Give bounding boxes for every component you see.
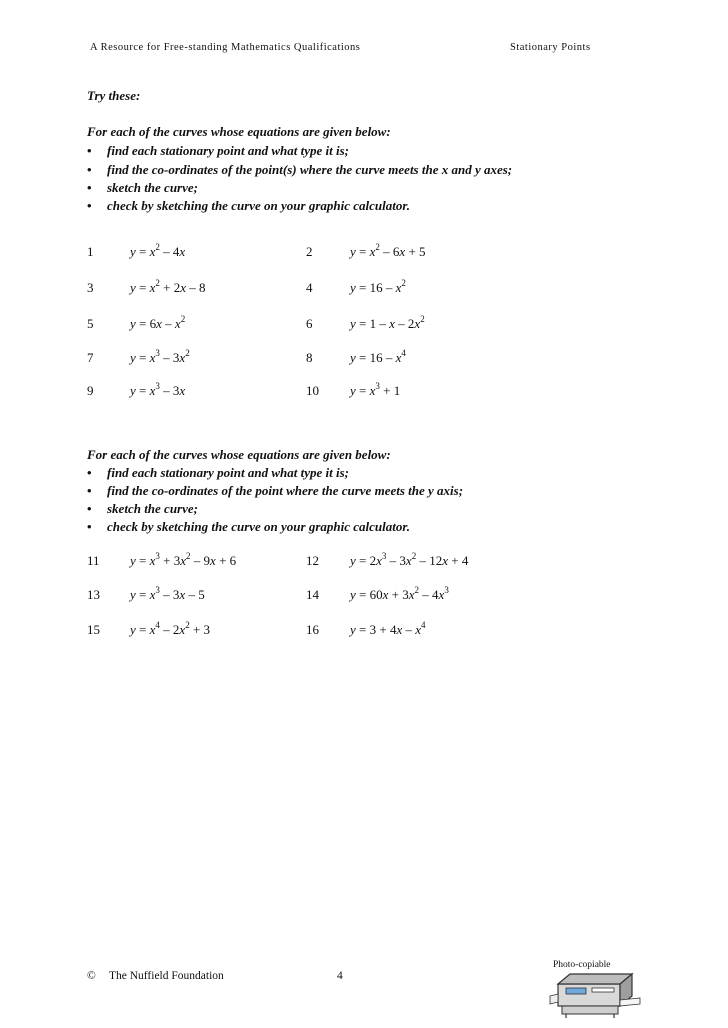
page-number: 4	[337, 970, 343, 982]
exercise-number: 2	[306, 244, 313, 259]
exercise-number: 4	[306, 280, 313, 295]
bullet-icon: •	[87, 501, 92, 516]
bullet-icon: •	[87, 483, 92, 498]
exercise-number: 1	[87, 244, 94, 259]
try-these-heading: Try these:	[87, 88, 141, 103]
exercise-equation: $y = 16 - x^4$	[350, 348, 406, 365]
section1-bullet: • sketch the curve;	[87, 180, 198, 195]
section1-intro: For each of the curves whose equations are given below:	[87, 124, 391, 139]
exercise-equation: $y = x^3 + 1$	[350, 381, 401, 398]
exercise-equation: $y = x^3 - 3x^2$	[130, 348, 190, 365]
exercise-number: 3	[87, 280, 94, 295]
copyright-symbol: ©	[87, 970, 96, 982]
section2-bullet: • find each stationary point and what type it is;	[87, 465, 349, 480]
exercise-number: 15	[87, 622, 100, 637]
bullet-icon: •	[87, 180, 92, 195]
photocopier-icon	[548, 970, 644, 1020]
exercise-number: 10	[306, 383, 319, 398]
section2-bullet: • check by sketching the curve on your graphic calculator.	[87, 519, 410, 534]
exercise-number: 16	[306, 622, 319, 637]
exercise-equation: $y = x^2 - 4x$	[130, 242, 186, 259]
photocopiable-label: Photo-copiable	[553, 960, 611, 970]
exercise-number: 13	[87, 587, 100, 602]
exercise-number: 9	[87, 383, 94, 398]
header-title: A Resource for Free-standing Mathematics Qualifications	[90, 42, 361, 53]
bullet-icon: •	[87, 143, 92, 158]
bullet-icon: •	[87, 198, 92, 213]
exercise-number: 5	[87, 316, 94, 331]
exercise-number: 6	[306, 316, 313, 331]
exercise-equation: $y = x^2 - 6x + 5$	[350, 242, 426, 259]
section2-bullet: • find the co-ordinates of the point where the curve meets the y axis;	[87, 483, 464, 498]
exercise-equation: $y = 2x^3 - 3x^2 - 12x + 4$	[350, 551, 469, 568]
exercise-number: 12	[306, 553, 319, 568]
exercise-number: 14	[306, 587, 319, 602]
exercise-equation: $y = 3 + 4x - x^4$	[350, 620, 426, 637]
bullet-icon: •	[87, 519, 92, 534]
exercise-number: 11	[87, 553, 100, 568]
exercise-equation: $y = x^4 - 2x^2 + 3$	[130, 620, 211, 637]
section2-intro: For each of the curves whose equations are given below:	[87, 447, 391, 462]
exercise-equation: $y = 1 - x - 2x^2$	[350, 314, 425, 331]
bullet-icon: •	[87, 162, 92, 177]
exercise-equation: $y = 16 - x^2$	[350, 278, 406, 295]
section1-bullet: • check by sketching the curve on your graphic calculator.	[87, 198, 410, 213]
exercise-equation: $y = 60x + 3x^2 - 4x^3$	[350, 585, 449, 602]
bullet-icon: •	[87, 465, 92, 480]
exercise-equation: $y = x^3 - 3x$	[130, 381, 186, 398]
exercise-equation: $y = x^3 - 3x - 5$	[130, 585, 205, 602]
exercise-equation: $y = x^2 + 2x - 8$	[130, 278, 206, 295]
footer-organisation: The Nuffield Foundation	[109, 970, 224, 982]
exercise-equation: $y = x^3 + 3x^2 - 9x + 6$	[130, 551, 237, 568]
exercise-number: 7	[87, 350, 94, 365]
section1-bullet: • find each stationary point and what type it is;	[87, 143, 349, 158]
header-topic: Stationary Points	[510, 42, 591, 53]
exercise-number: 8	[306, 350, 313, 365]
section1-bullet: • find the co-ordinates of the point(s) where the curve meets the x and y axes;	[87, 162, 513, 177]
section2-bullet: • sketch the curve;	[87, 501, 198, 516]
exercise-equation: $y = 6x - x^2$	[130, 314, 186, 331]
